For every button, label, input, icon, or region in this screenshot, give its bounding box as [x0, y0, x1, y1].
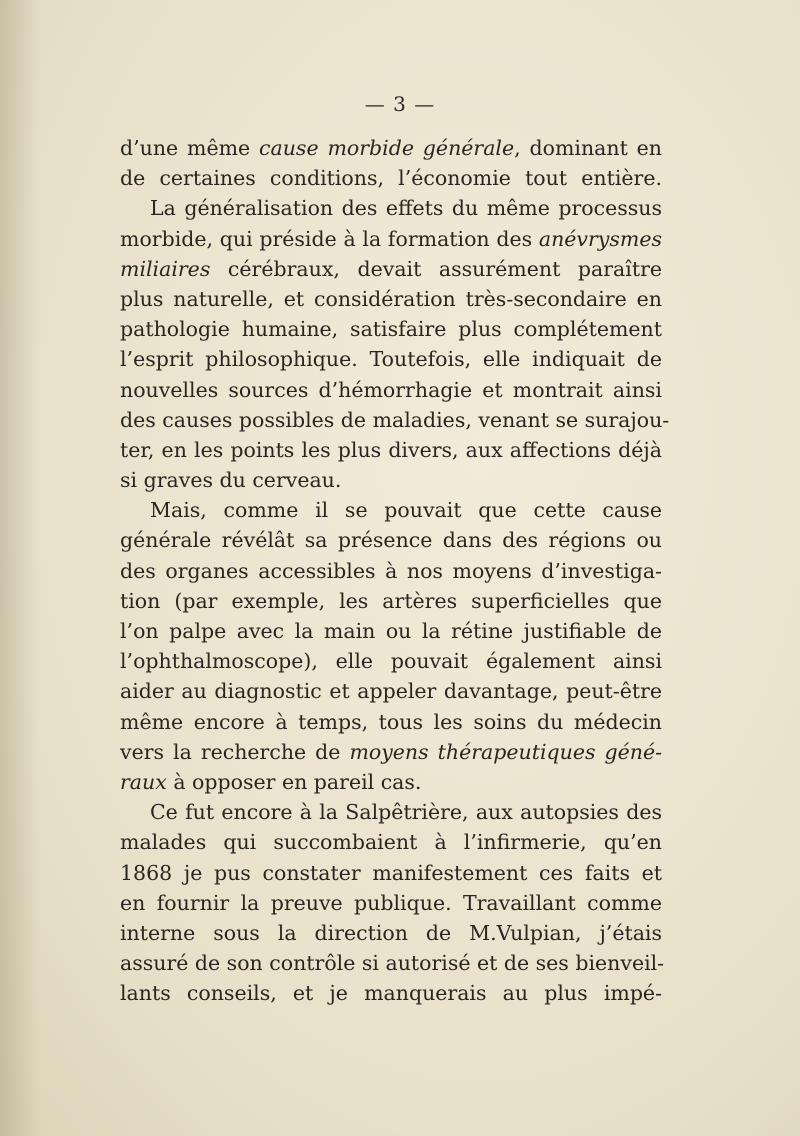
text-line: [120, 344, 662, 374]
text-run: Ce fut encore à la Salpêtrière, aux autopsies des: [150, 800, 662, 825]
text-line: [120, 858, 662, 888]
text-run: l’on palpe avec la main ou la rétine justifiable de: [120, 619, 662, 643]
text-line: [120, 978, 662, 1008]
text-run: 1868 je pus constater manifestement ces faits et: [120, 860, 662, 885]
text-run: lants conseils, et je manquerais au plus impé-: [120, 981, 662, 1006]
text-run: , dominant en: [514, 136, 662, 160]
text-run: si graves du cerveau.: [120, 468, 342, 493]
text-line: [120, 193, 662, 223]
text-line: [120, 737, 662, 767]
text-run: en fournir la preuve publique. Travaillant comme: [120, 890, 662, 915]
text-run: ter, en les points les plus divers, aux affections déjà: [120, 437, 662, 462]
page-number: — 3 —: [364, 92, 436, 116]
page-edge-shadow: [0, 0, 40, 1136]
text-run: des causes possibles de maladies, venant se surajou-: [120, 407, 670, 432]
text-line: [120, 133, 662, 163]
text-run: à opposer en pareil cas.: [166, 769, 422, 794]
text-line: [120, 525, 662, 555]
text-line: [120, 495, 662, 525]
text-line: [120, 948, 665, 978]
text-run: même encore à temps, tous les soins du médecin: [120, 709, 662, 734]
text-run: assuré de son contrôle si autorisé et de ses bienveil-: [120, 951, 665, 976]
italic-phrase: raux: [120, 769, 167, 794]
text-run: cérébraux, devait assurément paraître: [210, 256, 662, 281]
text-line: [120, 827, 662, 857]
text-line: [120, 375, 662, 405]
text-run: de certaines conditions, l’économie tout entière.: [120, 166, 662, 191]
text-run: interne sous la direction de M.Vulpian, j’étais: [120, 920, 662, 945]
text-line: [120, 797, 662, 827]
text-run: l’esprit philosophique. Toutefois, elle indiquait de: [120, 347, 662, 372]
text-line: [120, 676, 662, 706]
text-line: [120, 163, 662, 193]
italic-phrase: anévrysmes: [538, 226, 662, 251]
italic-phrase: miliaires: [120, 256, 211, 281]
text-line: [120, 405, 670, 435]
text-line: [120, 556, 662, 586]
text-line: [120, 465, 662, 495]
text-run: des organes accessibles à nos moyens d’investiga-: [120, 558, 662, 583]
text-run: plus naturelle, et considération très-secondaire en: [120, 286, 662, 311]
text-run: pathologie humaine, satisfaire plus complétement: [120, 317, 662, 342]
text-line: [120, 435, 662, 465]
text-line: [120, 616, 662, 646]
text-line: [120, 767, 662, 797]
text-run: Mais, comme il se pouvait que cette cause: [150, 498, 662, 523]
text-line: [120, 646, 662, 676]
text-line: [120, 888, 662, 918]
text-line: [120, 586, 662, 616]
text-run: morbide, qui préside à la formation des: [120, 226, 539, 251]
text-line: [120, 314, 662, 344]
text-run: vers la recherche de: [120, 739, 350, 764]
text-run: nouvelles sources d’hémorrhagie et montrait ainsi: [120, 377, 662, 402]
text-run: l’ophthalmoscope), elle pouvait également ainsi: [120, 649, 662, 674]
text-run: générale révélât sa présence dans des régions ou: [120, 528, 662, 553]
text-run: La généralisation des effets du même processus: [150, 196, 662, 221]
text-line: [120, 254, 662, 284]
italic-phrase: cause morbide générale: [259, 136, 515, 160]
body-text: [120, 133, 670, 1008]
text-line: [120, 284, 662, 314]
text-line: [120, 707, 662, 737]
text-run: aider au diagnostic et appeler davantage, peut-être: [120, 679, 662, 704]
text-line: [120, 918, 662, 948]
text-line: [120, 224, 662, 254]
text-run: tion (par exemple, les artères superficielles que: [120, 588, 662, 613]
text-run: malades qui succombaient à l’infirmerie, qu’en: [120, 830, 662, 855]
text-run: d’une même: [120, 136, 260, 160]
italic-phrase: moyens thérapeutiques géné-: [349, 739, 662, 764]
